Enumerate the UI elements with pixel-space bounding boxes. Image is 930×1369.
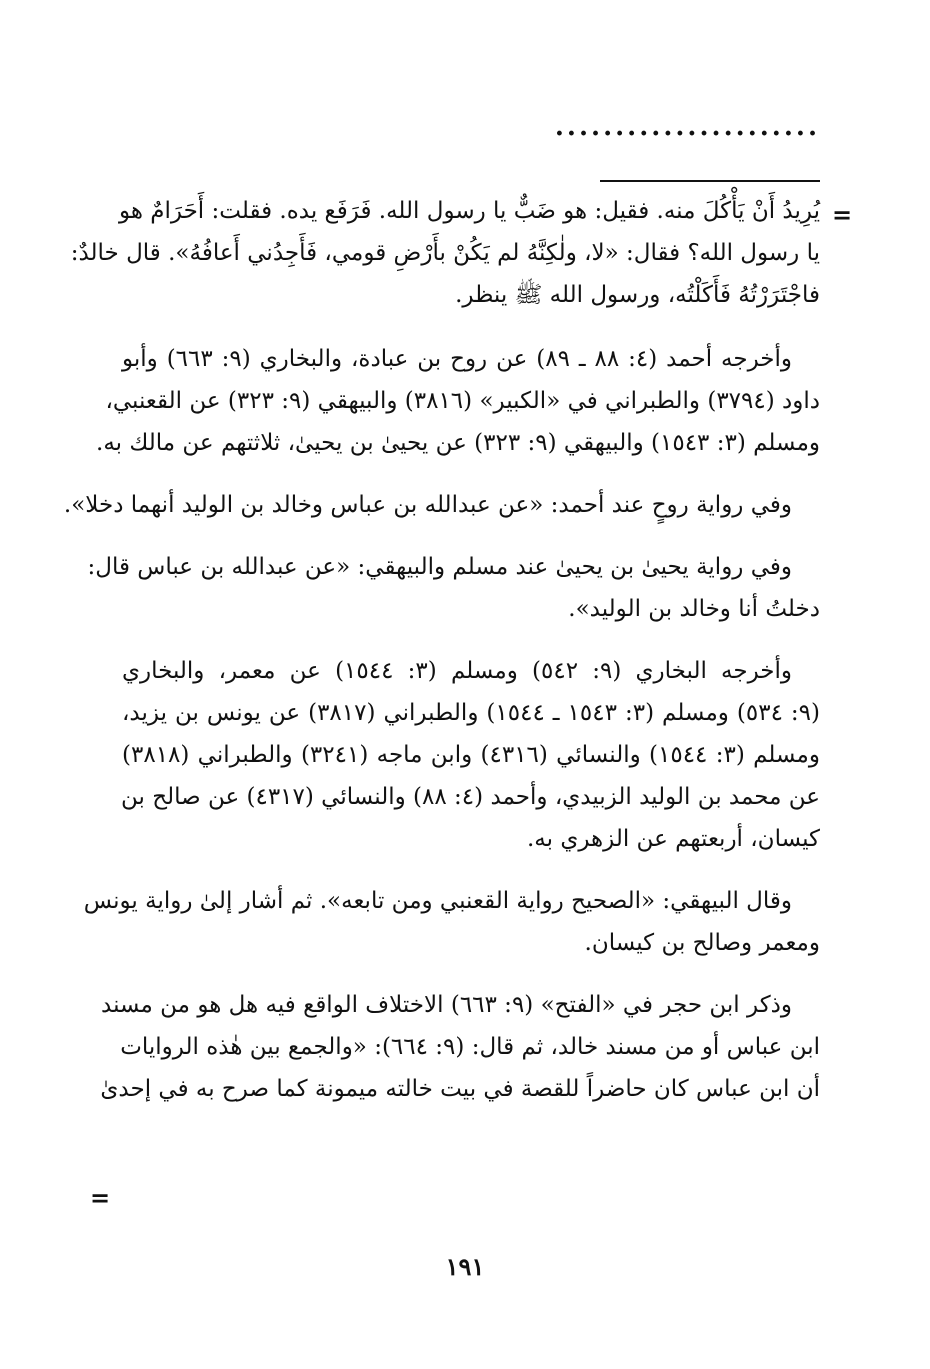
paragraph-hadith-text — [70, 190, 820, 316]
text-line: كيسان، أربعتهم عن الزهري به. — [526, 826, 820, 852]
text-line: وفي رواية يحيىٰ بن يحيىٰ عند مسلم والبيهقي: «عن عبدالله بن عباس قال: — [87, 554, 792, 580]
paragraph-rawh-narration — [63, 484, 820, 526]
text-line: أن ابن عباس كان حاضراً للقصة في بيت خالته ميمونة كما صرح به في إحدىٰ — [100, 1076, 820, 1102]
text-line: داود (٣٧٩٤) والطبراني في «الكبير» (٣٨١٦) والبيهقي (٩: ٣٢٣) عن القعنبي، — [105, 388, 820, 414]
text-line: وذكر ابن حجر في «الفتح» (٩: ٦٦٣) الاختلاف الواقع فيه هل هو من مسند — [101, 992, 792, 1018]
continuation-mark-bottom: = — [90, 1183, 111, 1212]
text-line: يُرِيدُ أَنْ يَأْكُلَ منه. فقيل: هو ضَبٌّ يا رسول الله. فَرَفَع يده. فقلت: أَحَرَامٌ هو — [118, 198, 820, 224]
paragraph-bayhaqi-comment — [83, 880, 820, 964]
continuation-mark-top: = — [832, 200, 853, 229]
text-line: وأخرجه البخاري (٩: ٥٤٢) ومسلم (٣: ١٥٤٤) عن معمر، والبخاري — [122, 658, 793, 684]
text-line: وقال البيهقي: «الصحيح رواية القعنبي ومن تابعه». ثم أشار إلىٰ رواية يونس — [83, 888, 792, 914]
page-text — [63, 190, 821, 1130]
paragraph-takhrij-1 — [96, 338, 820, 464]
page-number: ١٩١ — [445, 1252, 485, 1281]
text-line: ابن عباس أو من مسند خالد، ثم قال: (٩: ٦٦٤): «والجمع بين هٰذه الروايات — [120, 1034, 820, 1060]
text-line: ومسلم (٣: ١٥٤٣) والبيهقي (٩: ٣٢٣) عن يحيىٰ بن يحيىٰ، ثلاثتهم عن مالك به. — [96, 430, 820, 456]
text-line: وأخرجه أحمد (٤: ٨٨ ـ ٨٩) عن روح بن عبادة، والبخاري (٩: ٦٦٣) وأبو — [122, 346, 793, 372]
text-line: دخلتُ أنا وخالد بن الوليد». — [568, 596, 820, 622]
text-line: وفي رواية روحٍ عند أحمد: «عن عبدالله بن عباس وخالد بن الوليد أنهما دخلا». — [63, 492, 792, 518]
section-separator-dots: ...................... — [554, 112, 820, 142]
text-line: ومسلم (٣: ١٥٤٤) والنسائي (٤٣١٦) وابن ماجه (٣٢٤١) والطبراني (٣٨١٨) — [122, 742, 820, 768]
text-line: فاجْتَرَرْتُهُ فَأَكَلْتُه، ورسول الله ﷺ ينظر. — [455, 282, 820, 308]
footnote-rule — [600, 180, 820, 182]
paragraph-takhrij-2 — [122, 650, 820, 860]
text-line: عن محمد بن الوليد الزبيدي، وأحمد (٤: ٨٨) والنسائي (٤٣١٧) عن صالح بن — [121, 784, 820, 810]
text-line: يا رسول الله؟ فقال: «لا، ولٰكِنَّهُ لم يَكُنْ بأَرْضِ قومي، فَأَجِدُني أَعافُهُ». قال خالدٌ: — [70, 240, 820, 266]
text-line: (٩: ٥٣٤) ومسلم (٣: ١٥٤٣ ـ ١٥٤٤) والطبراني (٣٨١٧) عن يونس بن يزيد، — [122, 700, 821, 726]
paragraph-yahya-narration — [87, 546, 820, 630]
paragraph-ibn-hajar — [100, 984, 820, 1110]
text-line: ومعمر وصالح بن كيسان. — [584, 930, 820, 956]
